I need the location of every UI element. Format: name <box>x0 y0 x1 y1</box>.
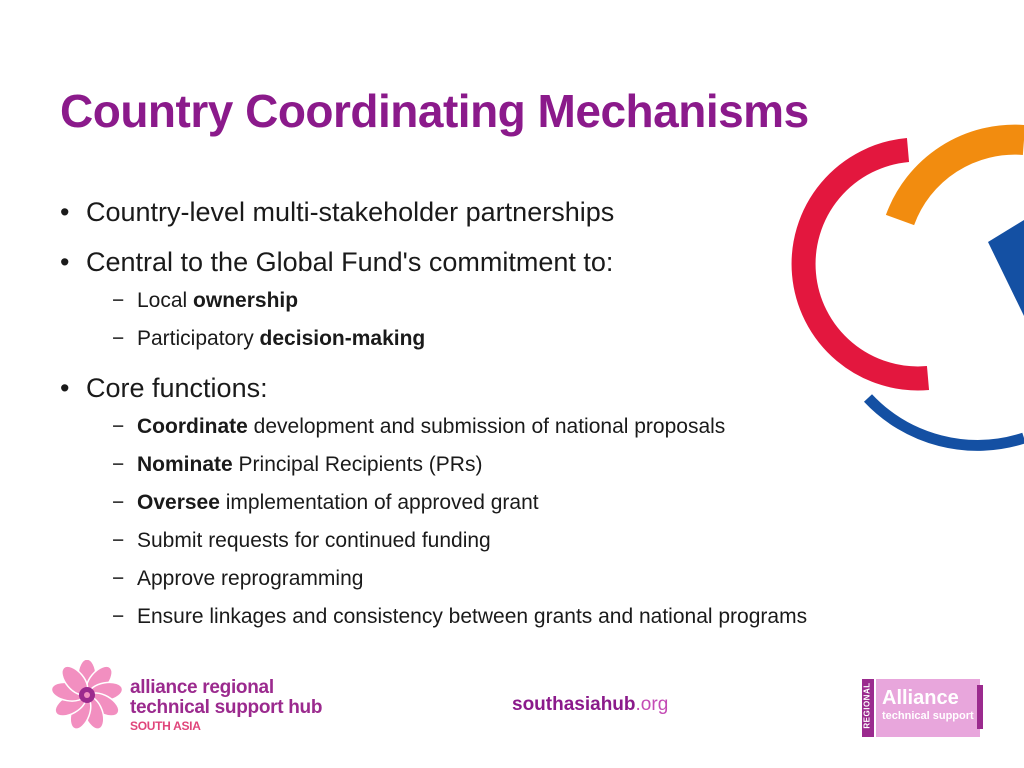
sub-bullet-item <box>60 446 980 484</box>
site-tld: .org <box>635 694 669 715</box>
logo-side-text: REGIONAL <box>862 682 872 729</box>
site-name: southasiahub <box>512 694 636 715</box>
logo-sub-text: technical support <box>882 710 974 722</box>
bullet-item <box>60 242 980 282</box>
sub-bullet-text: Ensure linkages and consistency between grants and national programs <box>137 605 808 628</box>
sub-bullet-text: Participatory <box>137 327 260 350</box>
hub-logo-text <box>130 678 322 734</box>
alliance-hub-logo <box>52 660 372 740</box>
sub-bullet-item <box>60 408 980 446</box>
sub-bullet-text: Submit requests for continued funding <box>137 529 491 552</box>
blue-wedge <box>988 220 1024 316</box>
dash-glyph: − <box>112 491 125 514</box>
sub-bullet-bold: Oversee <box>137 491 220 514</box>
dash-glyph: − <box>112 567 125 590</box>
sub-bullet-text: implementation of approved grant <box>219 491 539 514</box>
bullet-text: Central to the Global Fund's commitment to: <box>86 247 614 277</box>
sub-bullet-text: Principal Recipients (PRs) <box>232 453 483 476</box>
sub-bullet-bold: ownership <box>193 289 299 312</box>
bullet-item <box>60 192 980 232</box>
dash-glyph: − <box>112 605 125 628</box>
bullet-text: Country-level multi-stakeholder partnerships <box>86 197 615 227</box>
bullet-item <box>60 368 980 408</box>
sub-bullet-text: Local <box>137 289 194 312</box>
sub-bullet-item <box>60 484 980 522</box>
slide-title: Country Coordinating Mechanisms <box>60 85 809 137</box>
bullet-glyph: • <box>60 247 70 277</box>
sub-bullet-item <box>60 598 980 636</box>
logo-main-block <box>876 679 980 737</box>
regional-alliance-logo <box>862 679 980 737</box>
logo-bar <box>977 685 983 729</box>
hub-logo-line: technical support hub <box>130 697 323 718</box>
bullet-glyph: • <box>60 373 70 403</box>
sub-bullet-text: Approve reprogramming <box>137 567 364 590</box>
bullet-glyph: • <box>60 197 70 227</box>
sub-bullet-bold: Coordinate <box>137 415 248 438</box>
hub-logo-region: SOUTH ASIA <box>130 719 201 733</box>
slide-content <box>60 192 980 636</box>
sub-bullet-bold: Nominate <box>137 453 233 476</box>
sub-bullet-item <box>60 522 980 560</box>
sub-bullet-bold: decision-making <box>259 327 426 350</box>
dash-glyph: − <box>112 289 125 312</box>
logo-main-text: Alliance <box>882 687 959 709</box>
dash-glyph: − <box>112 327 125 350</box>
logo-side-band <box>862 679 874 737</box>
sub-bullet-item <box>60 282 980 320</box>
website-link[interactable] <box>512 694 668 716</box>
bullet-text: Core functions: <box>86 373 268 403</box>
dash-glyph: − <box>112 415 125 438</box>
dash-glyph: − <box>112 453 125 476</box>
flower-logo-icon <box>52 660 122 730</box>
sub-bullet-item <box>60 560 980 598</box>
dash-glyph: − <box>112 529 125 552</box>
sub-bullet-text: development and submission of national proposals <box>247 415 726 438</box>
hub-logo-line: alliance regional <box>130 677 274 698</box>
sub-bullet-item <box>60 320 980 358</box>
